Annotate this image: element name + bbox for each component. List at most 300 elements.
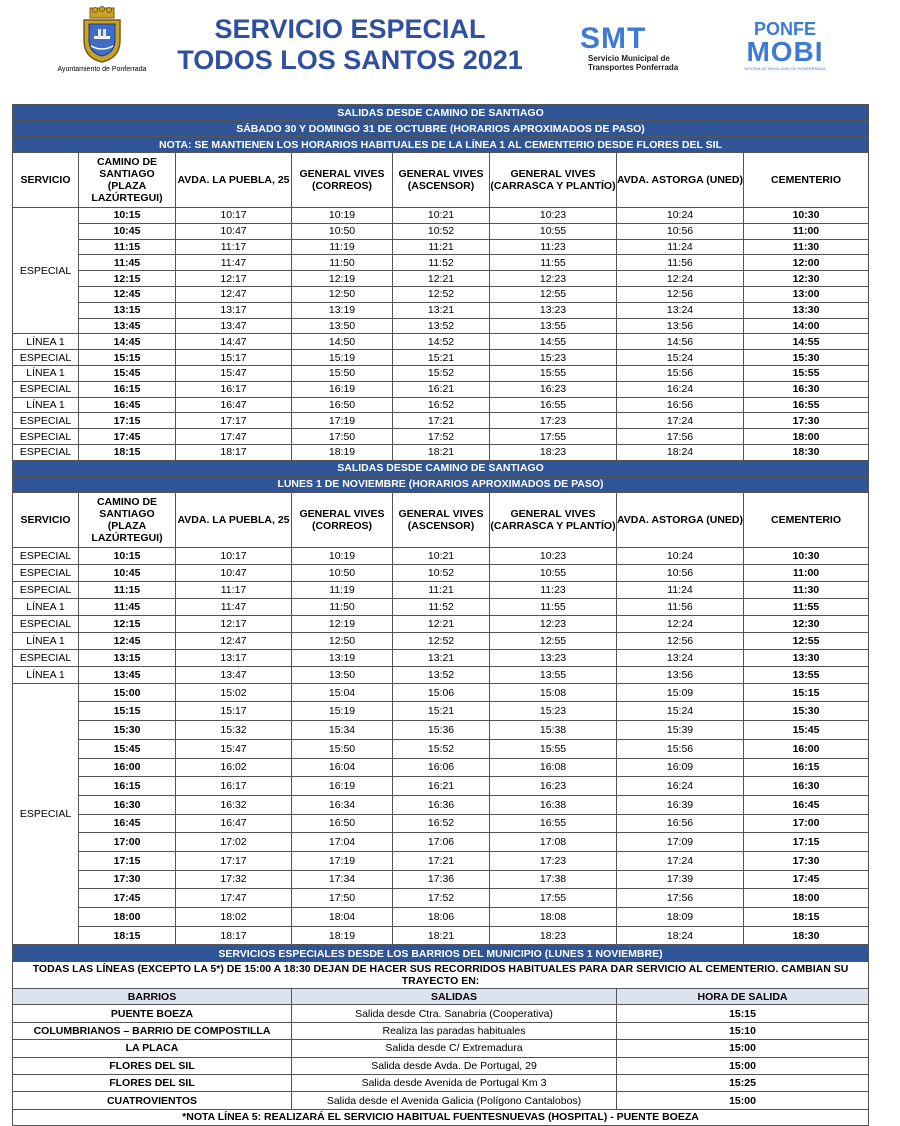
ponfe-logo-tagline: OFICINA DE MOVILIDAD DE PONFERRADA [744,66,826,71]
time-cell: 11:17 [176,581,292,598]
column-header: GENERAL VIVES (CARRASCA Y PLANTÍO) [490,492,617,547]
time-cell: 17:45 [79,889,176,908]
title-line-1: SERVICIO ESPECIAL [214,14,486,44]
time-cell: 12:47 [176,286,292,302]
time-cell: 17:52 [393,889,490,908]
time-cell: 15:21 [393,350,490,366]
time-cell: 11:24 [617,239,744,255]
time-cell: 13:50 [292,318,393,334]
ponfe-logo-top: PONFE [753,19,816,39]
time-cell: 15:34 [292,721,393,740]
time-cell: 12:47 [176,632,292,649]
time-cell: 10:21 [393,208,490,224]
service-type-cell: ESPECIAL [13,444,79,460]
time-cell: 17:39 [617,870,744,889]
time-cell: 16:50 [292,397,393,413]
time-cell: 12:30 [744,615,869,632]
column-header: SERVICIO [13,153,79,208]
time-cell: 12:24 [617,271,744,287]
table-row [13,926,869,945]
time-cell: 15:06 [393,683,490,702]
time-cell: 16:47 [176,397,292,413]
hora-salida-cell: 15:15 [617,1005,869,1022]
time-cell: 11:24 [617,581,744,598]
time-cell: 12:17 [176,271,292,287]
time-cell: 16:30 [744,381,869,397]
time-cell: 15:00 [79,683,176,702]
time-cell: 18:21 [393,444,490,460]
time-cell: 18:23 [490,926,617,945]
shield-caption: Ayuntamiento de Ponferrada [57,66,147,73]
time-cell: 15:19 [292,350,393,366]
time-cell: 11:21 [393,239,490,255]
barrios-table [12,945,869,1125]
table-row [13,795,869,814]
time-cell: 13:56 [617,666,744,683]
time-cell: 14:47 [176,334,292,350]
time-cell: 10:52 [393,223,490,239]
time-cell: 17:24 [617,851,744,870]
column-header: GENERAL VIVES (CARRASCA Y PLANTÍO) [490,153,617,208]
time-cell: 16:08 [490,758,617,777]
time-cell: 17:50 [292,429,393,445]
time-cell: 16:38 [490,795,617,814]
time-cell: 18:17 [176,926,292,945]
service-type-cell: LÍNEA 1 [13,365,79,381]
smt-logo-text: SMT [580,22,647,55]
smt-subtitle-1: Servicio Municipal de [588,54,670,63]
hora-salida-cell: 15:25 [617,1074,869,1091]
time-cell: 13:52 [393,666,490,683]
barrio-name-cell: PUENTE BOEZA [13,1005,292,1022]
time-cell: 18:24 [617,444,744,460]
smt-logo [580,24,700,72]
time-cell: 17:47 [176,429,292,445]
column-header: SERVICIO [13,492,79,547]
time-cell: 16:19 [292,381,393,397]
time-cell: 15:50 [292,739,393,758]
time-cell: 11:45 [79,255,176,271]
time-cell: 15:47 [176,365,292,381]
service-type-cell: LÍNEA 1 [13,632,79,649]
time-cell: 11:19 [292,581,393,598]
time-cell: 16:45 [744,795,869,814]
hora-salida-cell: 15:00 [617,1092,869,1109]
time-cell: 12:23 [490,615,617,632]
time-cell: 18:17 [176,444,292,460]
time-cell: 15:24 [617,702,744,721]
hora-salida-cell: 15:00 [617,1057,869,1074]
table-row [13,598,869,615]
time-cell: 15:23 [490,702,617,721]
time-cell: 10:24 [617,208,744,224]
time-cell: 15:19 [292,702,393,721]
table-row [13,833,869,852]
time-cell: 17:30 [744,413,869,429]
time-cell: 12:24 [617,615,744,632]
time-cell: 18:15 [79,444,176,460]
service-type-cell: ESPECIAL [13,381,79,397]
time-cell: 16:50 [292,814,393,833]
page-title [160,14,540,76]
time-cell: 18:04 [292,908,393,927]
time-cell: 15:50 [292,365,393,381]
time-cell: 11:55 [490,598,617,615]
time-cell: 13:15 [79,649,176,666]
time-cell: 13:19 [292,302,393,318]
time-cell: 15:56 [617,739,744,758]
time-cell: 11:00 [744,223,869,239]
time-cell: 11:45 [79,598,176,615]
time-cell: 18:23 [490,444,617,460]
time-cell: 10:56 [617,223,744,239]
service-type-cell: LÍNEA 1 [13,666,79,683]
time-cell: 15:21 [393,702,490,721]
time-cell: 17:00 [744,814,869,833]
hora-column-header: HORA DE SALIDA [617,989,869,1005]
time-cell: 11:50 [292,598,393,615]
column-header: CAMINO DE SANTIAGO (PLAZA LAZÚRTEGUI) [79,492,176,547]
time-cell: 17:06 [393,833,490,852]
coat-of-arms-icon [80,6,124,64]
barrio-row [13,1005,869,1022]
time-cell: 15:15 [744,683,869,702]
time-cell: 10:45 [79,564,176,581]
salida-cell: Realiza las paradas habituales [292,1022,617,1039]
time-cell: 13:24 [617,302,744,318]
time-cell: 12:00 [744,255,869,271]
time-cell: 16:30 [79,795,176,814]
barrio-row [13,1092,869,1109]
time-cell: 10:56 [617,564,744,581]
time-cell: 15:55 [490,365,617,381]
service-type-cell: ESPECIAL [13,615,79,632]
time-cell: 10:50 [292,223,393,239]
table-row [13,739,869,758]
column-header: GENERAL VIVES (ASCENSOR) [393,153,490,208]
table-row [13,547,869,564]
time-cell: 15:17 [176,702,292,721]
time-cell: 17:30 [79,870,176,889]
table-row [13,889,869,908]
time-cell: 16:24 [617,381,744,397]
barrio-name-cell: CUATROVIENTOS [13,1092,292,1109]
time-cell: 18:00 [744,889,869,908]
time-cell: 16:52 [393,397,490,413]
time-cell: 16:45 [79,397,176,413]
time-cell: 15:30 [79,721,176,740]
time-cell: 15:15 [79,702,176,721]
time-cell: 13:56 [617,318,744,334]
time-cell: 12:55 [490,632,617,649]
time-cell: 17:19 [292,851,393,870]
time-cell: 15:24 [617,350,744,366]
table-row [13,564,869,581]
time-cell: 17:15 [744,833,869,852]
time-cell: 15:39 [617,721,744,740]
table-row [13,429,869,445]
time-cell: 16:21 [393,381,490,397]
section1-band-dates: SÁBADO 30 Y DOMINGO 31 DE OCTUBRE (HORARIOS APROXIMADOS DE PASO) [13,121,869,137]
time-cell: 14:50 [292,334,393,350]
time-cell: 16:21 [393,777,490,796]
time-cell: 13:00 [744,286,869,302]
time-cell: 17:19 [292,413,393,429]
time-cell: 18:00 [79,908,176,927]
time-cell: 16:17 [176,381,292,397]
time-cell: 17:34 [292,870,393,889]
time-cell: 17:09 [617,833,744,852]
column-header: CEMENTERIO [744,153,869,208]
section2-column-headers [13,492,869,547]
time-cell: 16:17 [176,777,292,796]
table-row [13,208,869,224]
time-cell: 14:55 [490,334,617,350]
table-row [13,239,869,255]
ponfe-logo-bottom: MOBI [746,36,824,67]
time-cell: 13:17 [176,302,292,318]
time-cell: 13:17 [176,649,292,666]
time-cell: 15:55 [744,365,869,381]
time-cell: 18:19 [292,926,393,945]
time-cell: 10:19 [292,547,393,564]
time-cell: 18:24 [617,926,744,945]
time-cell: 13:23 [490,302,617,318]
table-row [13,286,869,302]
time-cell: 17:17 [176,413,292,429]
table-row [13,908,869,927]
page-header [0,0,900,100]
barrio-name-cell: FLORES DEL SIL [13,1074,292,1091]
time-cell: 12:50 [292,632,393,649]
table-row [13,632,869,649]
time-cell: 18:00 [744,429,869,445]
salida-cell: Salida desde Avda. De Portugal, 29 [292,1057,617,1074]
time-cell: 17:55 [490,429,617,445]
barrio-row [13,1022,869,1039]
time-cell: 18:09 [617,908,744,927]
service-type-cell: ESPECIAL [13,581,79,598]
time-cell: 16:15 [744,758,869,777]
section1-band-note: NOTA: SE MANTIENEN LOS HORARIOS HABITUALES DE LA LÍNEA 1 AL CEMENTERIO DESDE FLORES DEL SIL [13,137,869,153]
time-cell: 17:36 [393,870,490,889]
time-cell: 10:30 [744,547,869,564]
time-cell: 13:55 [744,666,869,683]
time-cell: 12:56 [617,632,744,649]
time-cell: 15:55 [490,739,617,758]
time-cell: 12:17 [176,615,292,632]
time-cell: 11:17 [176,239,292,255]
salida-cell: Salida desde Ctra. Sanabria (Cooperativa) [292,1005,617,1022]
service-type-cell: ESPECIAL [13,413,79,429]
service-type-cell: ESPECIAL [13,208,79,334]
table-row [13,223,869,239]
time-cell: 12:45 [79,286,176,302]
time-cell: 13:15 [79,302,176,318]
section1-band-title: SALIDAS DESDE CAMINO DE SANTIAGO [13,105,869,121]
service-type-cell: LÍNEA 1 [13,598,79,615]
time-cell: 13:47 [176,666,292,683]
time-cell: 15:45 [79,739,176,758]
time-cell: 10:45 [79,223,176,239]
time-cell: 17:47 [176,889,292,908]
time-cell: 15:30 [744,702,869,721]
time-cell: 16:24 [617,777,744,796]
time-cell: 11:21 [393,581,490,598]
time-cell: 13:55 [490,318,617,334]
time-cell: 13:52 [393,318,490,334]
barrios-header-row [13,989,869,1005]
table-row [13,666,869,683]
section3-notice: TODAS LAS LÍNEAS (EXCEPTO LA 5*) DE 15:00 A 18:30 DEJAN DE HACER SUS RECORRIDOS HABITUALES PARA DAR SERVICIO AL CEMENTERIO. CAMBIAN SU TRAYECTO EN: [13,962,869,989]
time-cell: 11:19 [292,239,393,255]
time-cell: 12:56 [617,286,744,302]
time-cell: 11:56 [617,598,744,615]
time-cell: 11:47 [176,255,292,271]
time-cell: 11:50 [292,255,393,271]
time-cell: 14:52 [393,334,490,350]
service-type-cell: ESPECIAL [13,564,79,581]
time-cell: 18:15 [79,926,176,945]
time-cell: 18:30 [744,444,869,460]
table-row [13,302,869,318]
time-cell: 15:45 [744,721,869,740]
time-cell: 17:21 [393,851,490,870]
time-cell: 10:21 [393,547,490,564]
time-cell: 14:56 [617,334,744,350]
table-row [13,851,869,870]
time-cell: 15:38 [490,721,617,740]
table-row [13,413,869,429]
time-cell: 10:47 [176,564,292,581]
time-cell: 11:52 [393,255,490,271]
time-cell: 13:21 [393,649,490,666]
time-cell: 11:23 [490,581,617,598]
column-header: CEMENTERIO [744,492,869,547]
time-cell: 16:56 [617,814,744,833]
time-cell: 16:55 [490,814,617,833]
time-cell: 12:55 [744,632,869,649]
time-cell: 15:36 [393,721,490,740]
time-cell: 12:23 [490,271,617,287]
column-header: GENERAL VIVES (ASCENSOR) [393,492,490,547]
table-row [13,365,869,381]
table-row [13,334,869,350]
column-header: AVDA. ASTORGA (UNED) [617,153,744,208]
time-cell: 17:08 [490,833,617,852]
table-row [13,758,869,777]
time-cell: 12:19 [292,271,393,287]
table-row [13,814,869,833]
barrio-name-cell: LA PLACA [13,1040,292,1057]
timetable-sheet [12,104,868,1126]
barrios-column-header: BARRIOS [13,989,292,1005]
timetable-weekend [12,104,869,945]
salidas-column-header: SALIDAS [292,989,617,1005]
time-cell: 16:04 [292,758,393,777]
section2-band-dates: LUNES 1 DE NOVIEMBRE (HORARIOS APROXIMADOS DE PASO) [13,476,869,492]
time-cell: 10:24 [617,547,744,564]
barrio-name-cell: FLORES DEL SIL [13,1057,292,1074]
time-cell: 17:56 [617,889,744,908]
time-cell: 17:52 [393,429,490,445]
time-cell: 16:45 [79,814,176,833]
time-cell: 10:23 [490,547,617,564]
time-cell: 18:30 [744,926,869,945]
time-cell: 10:30 [744,208,869,224]
time-cell: 12:15 [79,615,176,632]
time-cell: 16:47 [176,814,292,833]
time-cell: 15:52 [393,739,490,758]
time-cell: 12:19 [292,615,393,632]
table-row [13,702,869,721]
time-cell: 11:56 [617,255,744,271]
hora-salida-cell: 15:10 [617,1022,869,1039]
column-header: GENERAL VIVES (CORREOS) [292,153,393,208]
time-cell: 10:23 [490,208,617,224]
time-cell: 15:09 [617,683,744,702]
time-cell: 17:21 [393,413,490,429]
time-cell: 15:30 [744,350,869,366]
table-row [13,683,869,702]
time-cell: 17:55 [490,889,617,908]
time-cell: 10:52 [393,564,490,581]
time-cell: 15:32 [176,721,292,740]
time-cell: 12:30 [744,271,869,287]
time-cell: 13:47 [176,318,292,334]
time-cell: 12:50 [292,286,393,302]
time-cell: 16:55 [490,397,617,413]
time-cell: 17:45 [744,870,869,889]
time-cell: 11:15 [79,581,176,598]
time-cell: 10:19 [292,208,393,224]
time-cell: 18:02 [176,908,292,927]
time-cell: 16:56 [617,397,744,413]
time-cell: 13:45 [79,666,176,683]
time-cell: 15:52 [393,365,490,381]
table-row [13,581,869,598]
time-cell: 16:15 [79,777,176,796]
time-cell: 13:19 [292,649,393,666]
time-cell: 10:47 [176,223,292,239]
time-cell: 17:23 [490,851,617,870]
time-cell: 18:19 [292,444,393,460]
hora-salida-cell: 15:00 [617,1040,869,1057]
time-cell: 12:21 [393,271,490,287]
time-cell: 15:17 [176,350,292,366]
time-cell: 18:06 [393,908,490,927]
time-cell: 11:30 [744,581,869,598]
time-cell: 17:24 [617,413,744,429]
table-row [13,397,869,413]
time-cell: 14:55 [744,334,869,350]
time-cell: 12:15 [79,271,176,287]
service-type-cell: ESPECIAL [13,350,79,366]
section1-column-headers [13,153,869,208]
time-cell: 13:21 [393,302,490,318]
time-cell: 18:15 [744,908,869,927]
time-cell: 18:21 [393,926,490,945]
time-cell: 17:00 [79,833,176,852]
table-row [13,255,869,271]
table-row [13,444,869,460]
time-cell: 12:52 [393,632,490,649]
time-cell: 17:15 [79,413,176,429]
time-cell: 10:50 [292,564,393,581]
time-cell: 17:15 [79,851,176,870]
time-cell: 15:45 [79,365,176,381]
column-header: CAMINO DE SANTIAGO (PLAZA LAZÚRTEGUI) [79,153,176,208]
